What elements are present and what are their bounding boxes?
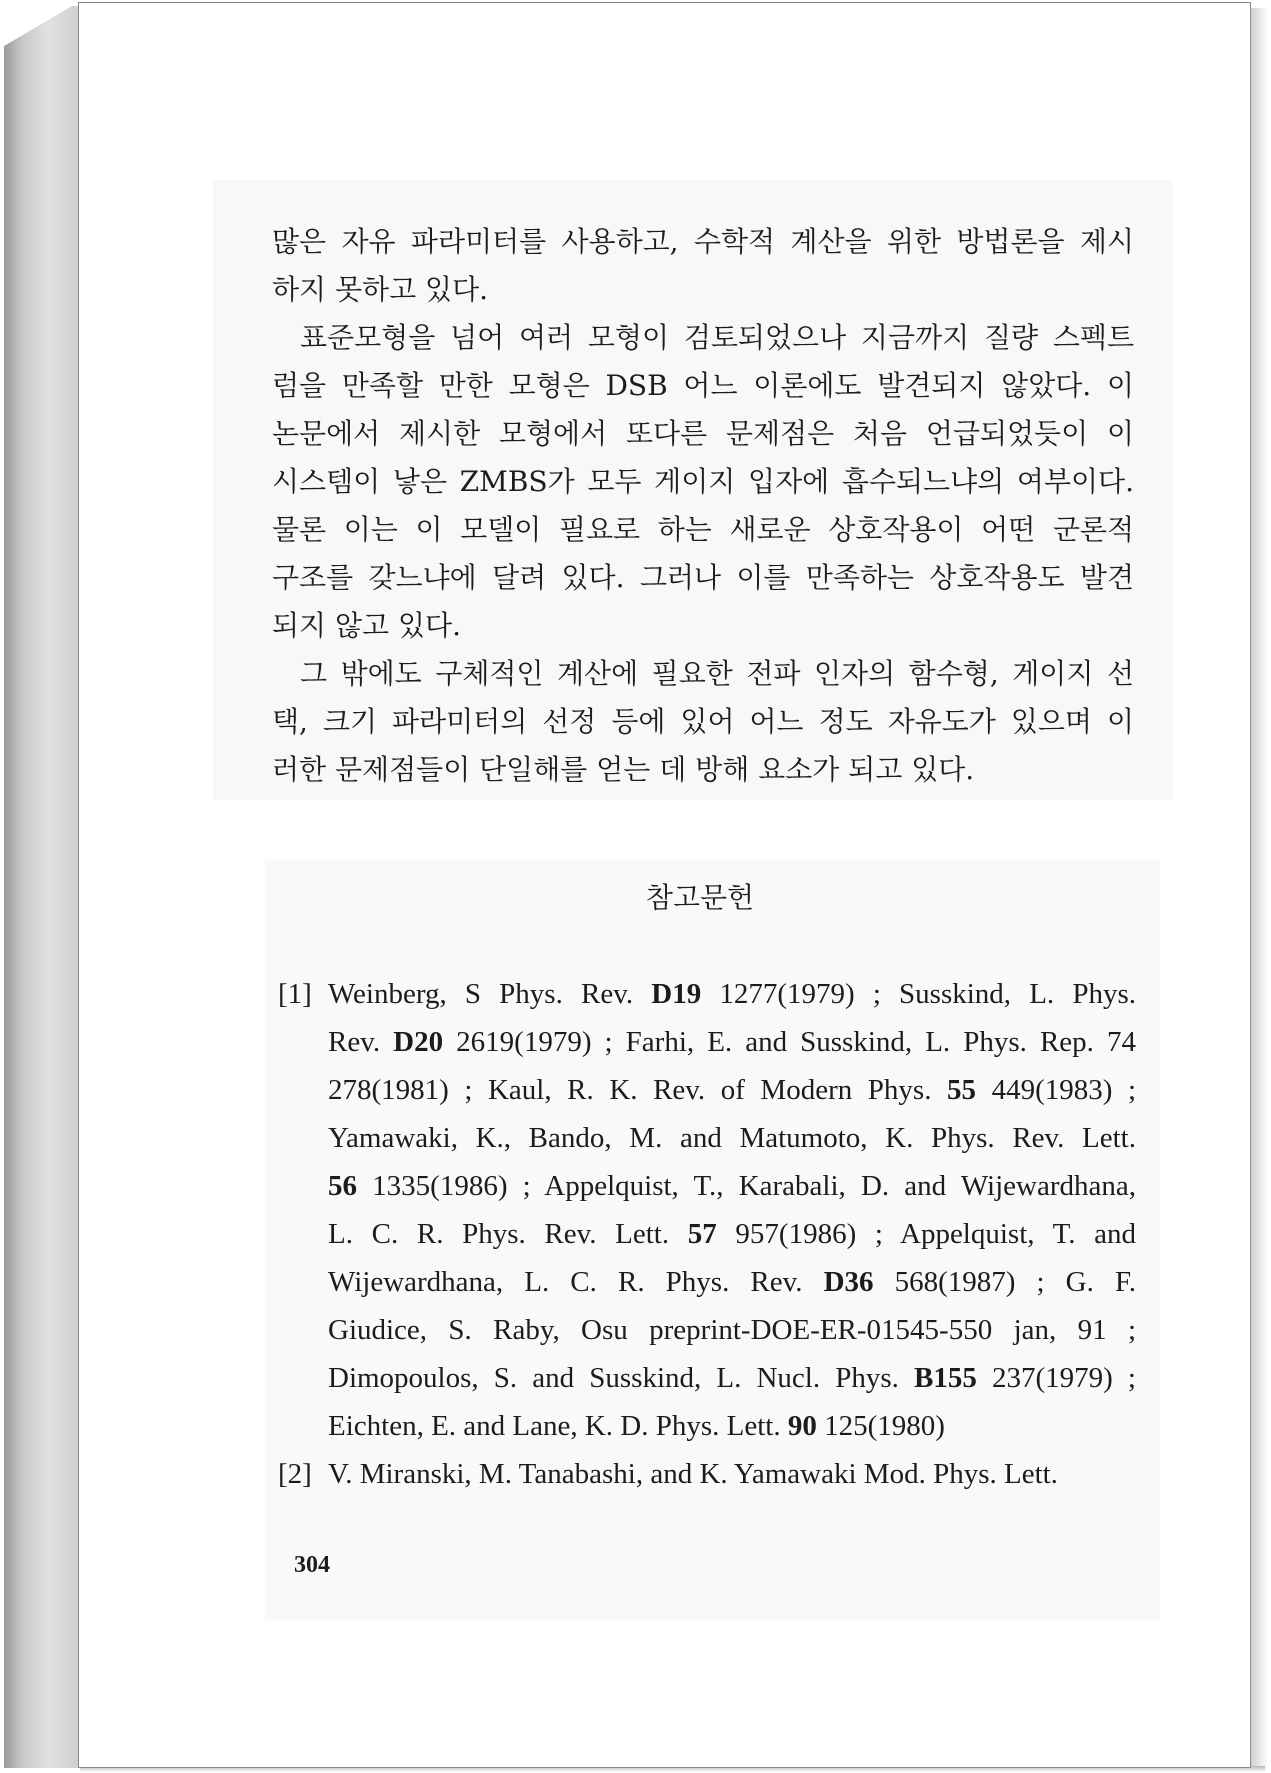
reference-line: Wijewardhana, L. C. R. Phys. Rev. D36 568(1987) ; G. F. (328, 1266, 1136, 1298)
reference-line: Eichten, E. and Lane, K. D. Phys. Lett. 90 125(1980) (328, 1410, 945, 1442)
reference-volume: D36 (823, 1266, 874, 1298)
reference-line: Yamawaki, K., Bando, M. and Matumoto, K. Phys. Rev. Lett. (328, 1122, 1136, 1154)
body-line: 러한 문제점들이 단일해를 얻는 데 방해 요소가 되고 있다. (272, 753, 975, 786)
book-spine-top (4, 0, 82, 46)
reference-volume: D19 (651, 978, 702, 1010)
reference-number: [1] (278, 978, 312, 1010)
body-line: 되지 않고 있다. (272, 609, 461, 642)
reference-volume: 57 (687, 1218, 717, 1250)
body-line: 논문에서 제시한 모형에서 또다른 문제점은 처음 언급되었듯이 이 (272, 417, 1134, 450)
reference-volume: 56 (328, 1170, 357, 1202)
reference-line: L. C. R. Phys. Rev. Lett. 57 957(1986) ; Appelquist, T. and (328, 1218, 1136, 1250)
body-line: 하지 못하고 있다. (272, 273, 489, 306)
reference-line: 56 1335(1986) ; Appelquist, T., Karabali, D. and Wijewardhana, (328, 1170, 1136, 1202)
body-line: 물론 이는 이 모델이 필요로 하는 새로운 상호작용이 어떤 군론적 (272, 513, 1134, 546)
body-line: 택, 크기 파라미터의 선정 등에 있어 어느 정도 자유도가 있으며 이 (272, 705, 1134, 738)
reference-number: [2] (278, 1458, 312, 1490)
body-line: 표준모형을 넘어 여러 모형이 검토되었으나 지금까지 질량 스펙트 (300, 321, 1134, 354)
reference-line: V. Miranski, M. Tanabashi, and K. Yamawaki Mod. Phys. Lett. (328, 1458, 1058, 1490)
body-line: 많은 자유 파라미터를 사용하고, 수학적 계산을 위한 방법론을 제시 (272, 225, 1134, 258)
references-heading: 참고문헌 (645, 881, 755, 914)
reference-line: Weinberg, S Phys. Rev. D19 1277(1979) ; Susskind, L. Phys. (328, 978, 1136, 1010)
body-line: 럼을 만족할 만한 모형은 DSB 어느 이론에도 발견되지 않았다. 이 (272, 369, 1134, 402)
page-number: 304 (294, 1552, 330, 1578)
body-line: 시스템이 낳은 ZMBS가 모두 게이지 입자에 흡수되느냐의 여부이다. (272, 465, 1134, 498)
reference-volume: B155 (914, 1362, 977, 1394)
body-paragraphs (272, 218, 1134, 794)
reference-line: Giudice, S. Raby, Osu preprint-DOE-ER-01545-550 jan, 91 ; (328, 1314, 1136, 1346)
reference-line: 278(1981) ; Kaul, R. K. Rev. of Modern Phys. 55 449(1983) ; (328, 1074, 1137, 1106)
reference-item (278, 1450, 1136, 1498)
references-list (278, 970, 1136, 1498)
reference-volume: 55 (947, 1074, 977, 1106)
body-line: 구조를 갖느냐에 달려 있다. 그러나 이를 만족하는 상호작용도 발견 (272, 561, 1134, 594)
reference-volume: D20 (393, 1026, 444, 1058)
reference-line: Rev. D20 2619(1979) ; Farhi, E. and Susskind, L. Phys. Rep. 74 (328, 1026, 1136, 1058)
body-line: 그 밖에도 구체적인 계산에 필요한 전파 인자의 함수형, 게이지 선 (300, 657, 1134, 690)
reference-line: Dimopoulos, S. and Susskind, L. Nucl. Phys. B155 237(1979) ; (328, 1362, 1136, 1394)
reference-item (278, 970, 1136, 1450)
reference-volume: 90 (787, 1410, 817, 1442)
